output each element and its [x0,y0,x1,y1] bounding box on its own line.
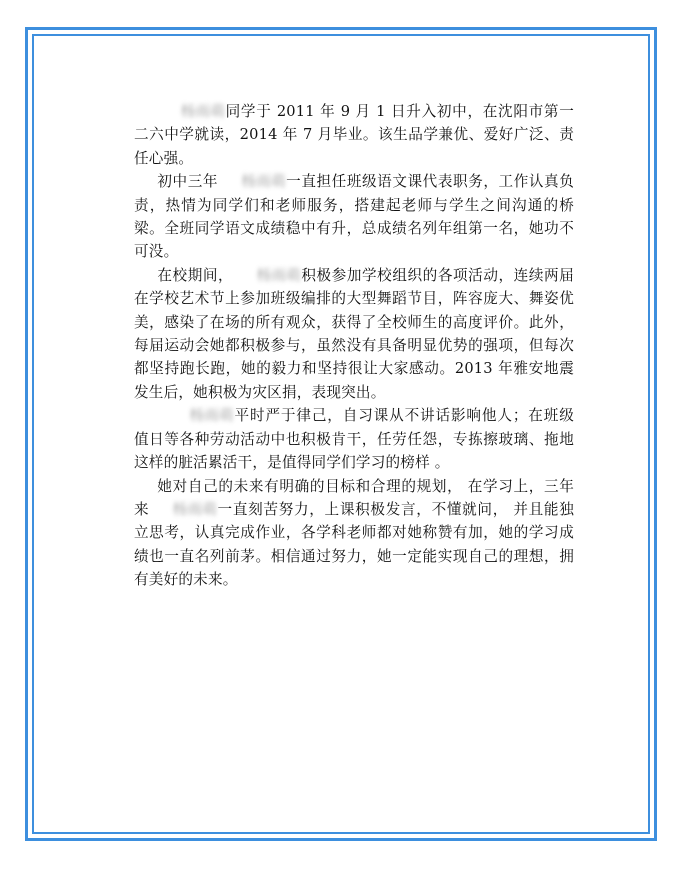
masked-student-name: 杨雨萌 [241,173,286,191]
masked-student-name: 杨雨萌 [256,266,301,284]
document-body [134,100,574,592]
paragraph-1 [134,100,574,170]
paragraph-5 [134,475,574,592]
paragraph-5-lead: 她对自己的未来有明确的目标和合理的规划， 在学习上，三年来 [134,477,574,518]
paragraph-2-text: 一直担任班级语文课代表职务，工作认真负责，热情为同学们和老师服务，搭建起老师与学生之间沟通的桥梁。全班同学语文成绩稳中有升，总成绩名列年组第一名，她功不可没。 [134,173,574,261]
paragraph-4-text: 平时严于律己，自习课从不讲话影响他人；在班级值日等各种劳动活动中也积极肯干，任劳任怨，专拣擦玻璃、拖地这样的脏活累活干，是值得同学们学习的榜样 。 [134,407,574,472]
paragraph-3-lead: 在校期间， [157,266,234,284]
paragraph-2 [134,170,574,264]
masked-student-name: 杨雨萌 [172,500,218,518]
paragraph-4 [134,404,574,474]
paragraph-3 [134,264,574,404]
paragraph-2-lead: 初中三年 [157,173,219,191]
paragraph-5-text: 一直刻苦努力，上课积极发言，不懂就问， 并且能独立思考，认真完成作业，各学科老师都对她称赞有加，她的学习成绩也一直名列前茅。相信通过努力，她一定能实现自己的理想，拥有美好的未来。 [134,500,574,589]
masked-student-name: 杨雨萌 [189,407,234,425]
paragraph-1-text: 同学于 2011 年 9 月 1 日升入初中，在沈阳市第一二六中学就读，2014 年 7 月毕业。该生品学兼优、爱好广泛、责任心强。 [134,103,574,167]
paragraph-3-text: 积极参加学校组织的各项活动，连续两届在学校艺术节上参加班级编排的大型舞蹈节目，阵容庞大、舞姿优美，感染了在场的所有观众，获得了全校师生的高度评价。此外，每届运动会她都积极参与，虽然没有具备明显优势的强项，但每次都坚持跑长跑，她的毅力和坚持很让大家感动。2013 年雅安地震发生后，她积极为灾区捐，表现突出。 [134,266,574,401]
masked-student-name: 杨雨萌 [180,103,226,120]
